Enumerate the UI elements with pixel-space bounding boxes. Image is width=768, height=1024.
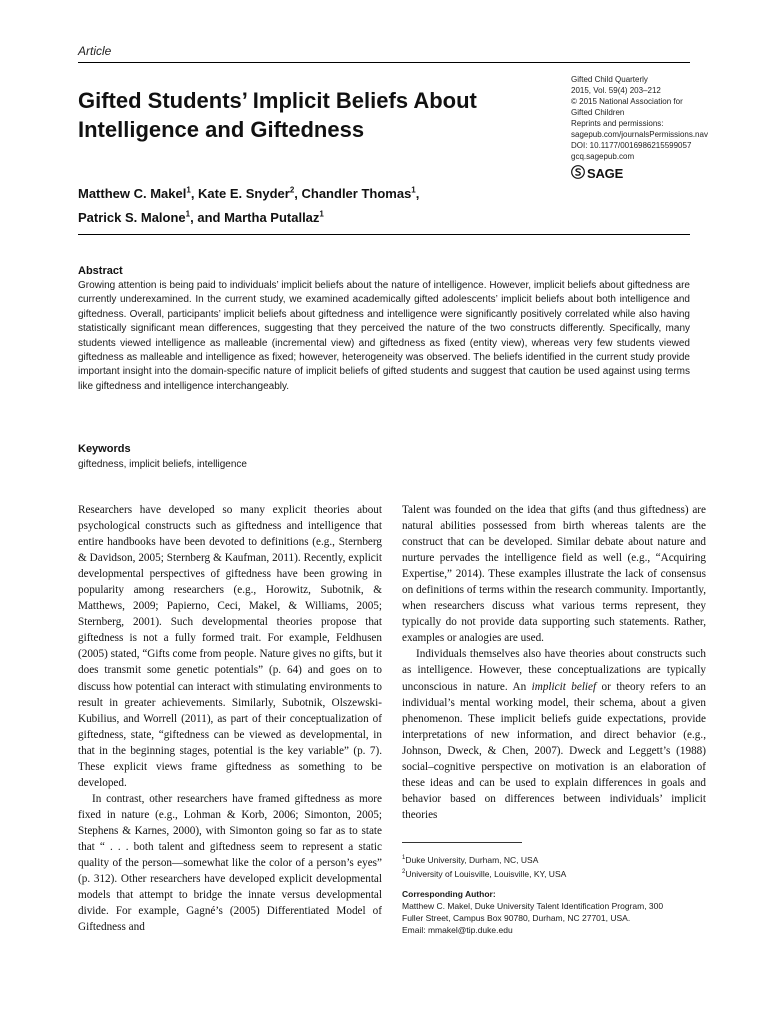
- keywords-text: giftedness, implicit beliefs, intelligence: [78, 459, 247, 470]
- body-paragraph: Researchers have developed so many explicit theories about psychological constructs such as giftedness and intelligence that entire handbooks have been devoted to definitions (e.g., Sternberg & Davidson, 2005; Sternberg & Kaufman, 2011). Recently, explicit developmental perspectives of giftedness have been growing in popularity among researchers (e.g., Horowitz, Subotnik, & Matthews, 2009; Papierno, Ceci, Makel, & Williams, 2005; Sternberg, 2001). Such developmental theories propose that giftedness is not a fully formed trait. For example, Feldhusen (2005) stated, “Gifts come from people. Nature gives no gifts, but it does transmit some genetic potentials” (p. 64) and goes on to discuss how potential can interact with stimulating environments to result in greater achievements. Similarly, Subotnik, Olszewski-Kubilius, and Worrell (2011), as part of their conceptualization of giftedness, state, “giftedness can be viewed as developmental, in that in the beginning stages, potential is the key variable” (p. 7). These explicit views frame giftedness as something to be developed.: [78, 504, 382, 789]
- corresponding-author-line-1: Matthew C. Makel, Duke University Talent Identification Program, 300: [402, 900, 664, 911]
- body-paragraph: In contrast, other researchers have framed giftedness as more fixed in nature (e.g., Lohman & Korb, 2006; Simonton, 2005; Stephens & Karnes, 2000), with Simonton going so far as to state that “ . . . both talent and giftedness seem to represent a static quality of the person—somewhat like the color of a person’s eyes” (p. 312). Other researchers have developed explicit developmental models that attempt to bridge the innate versus developmental divide. For example, Gagné’s (2005) Differentiated Model of Giftedness and: [78, 792, 382, 934]
- sage-logo: [571, 165, 623, 182]
- body-column-right: [402, 502, 706, 832]
- author: Kate E. Snyder$^2$,: [198, 186, 302, 202]
- author: Patrick S. Malone$^1$, and: [78, 209, 225, 225]
- footnote-rule: [402, 842, 522, 843]
- journal-name: Gifted Child Quarterly: [571, 75, 648, 84]
- copyright-line-1: © 2015 National Association for: [571, 97, 683, 106]
- body-column-left: [78, 502, 382, 942]
- sage-logo-text: SAGE: [587, 166, 624, 181]
- author: Matthew C. Makel$^1$,: [78, 186, 199, 202]
- copyright-line-2: Gifted Children: [571, 108, 625, 117]
- section-rule: [78, 234, 690, 235]
- body-paragraph: Talent was founded on the idea that gifts (and thus giftedness) are natural abilities possessed from birth whereas talents are the construct that can be developed. Similar debate about nature and nurture pervades the intelligence field as well (e.g., “Acquiring Expertise,” 2014). These examples illustrate the lack of consensus on definitions of terms within the research community. Importantly, when researchers discuss what various terms represent, they typically do not provide data supporting such statements. Rather, examples or analogies are used.: [402, 504, 706, 645]
- journal-citation: 2015, Vol. 59(4) 203–212: [571, 86, 661, 95]
- author: Martha Putallaz$^1$: [224, 209, 324, 225]
- author: Chandler Thomas$^1$,: [301, 186, 420, 202]
- abstract-text: Growing attention is being paid to individuals’ implicit beliefs about the nature of intelligence. However, implicit beliefs about giftedness are currently underexamined. In the current study, we examined academically gifted adolescents’ implicit beliefs about both intelligence and giftedness. Overall, participants’ implicit beliefs about giftedness and intelligence were significantly positively correlated while also having statistically significant mean differences, suggesting that they perceived the nature of the two constructs differently. Specifically, many students viewed intelligence as malleable (incremental view) and giftedness as fixed (entity view), whereas very few students viewed giftedness as malleable and intelligence as fixed; however, heterogeneity was observed. The beliefs identified in the current study provide important insight into the domain-specific nature of implicit beliefs of gifted students and suggest that caution be used against using terms like giftedness and intelligence interchangeably.: [78, 280, 690, 392]
- sage-s-icon: [571, 165, 585, 182]
- author-list: [78, 181, 548, 228]
- corresponding-author-email[interactable]: Email: mmakel@tip.duke.edu: [402, 924, 513, 935]
- journal-website-link[interactable]: gcq.sagepub.com: [571, 152, 635, 161]
- corresponding-author-heading: Corresponding Author:: [402, 888, 496, 899]
- journal-info: [571, 74, 731, 162]
- abstract-heading: Abstract: [78, 265, 123, 277]
- keywords-heading: Keywords: [78, 443, 131, 455]
- corresponding-author-line-2: Fuller Street, Campus Box 90780, Durham, NC 27701, USA.: [402, 912, 631, 923]
- affiliation-1: $^1$Duke University, Durham, NC, USA: [402, 854, 539, 865]
- affiliation-2: $^2$University of Louisville, Louisville, KY, USA: [402, 868, 567, 879]
- permissions-link[interactable]: sagepub.com/journalsPermissions.nav: [571, 130, 708, 139]
- footnotes: [402, 852, 702, 936]
- body-paragraph: Individuals themselves also have theories about constructs such as intelligence. However, these conceptualizations are typically unconscious in nature. An implicit belief or theory refers to an individual’s mental working model, their schema, about a given phenomenon. These implicit beliefs guide expectations, provide interpretations of new information, and direct behavior (e.g., Johnson, Dweck, & Chen, 2007). Dweck and Leggett’s (1988) social–cognitive perspective on motivation is an elaboration of these ideas and can be used to explain differences in goals and behavior based on differences between individuals’ implicit theories: [402, 648, 706, 821]
- doi-link[interactable]: DOI: 10.1177/0016986215599057: [571, 141, 692, 150]
- article-type-label: Article: [78, 44, 112, 58]
- header-rule: [78, 62, 690, 63]
- reprints-label: Reprints and permissions:: [571, 119, 664, 128]
- paper-title: Gifted Students’ Implicit Beliefs About Intelligence and Giftedness: [78, 88, 477, 142]
